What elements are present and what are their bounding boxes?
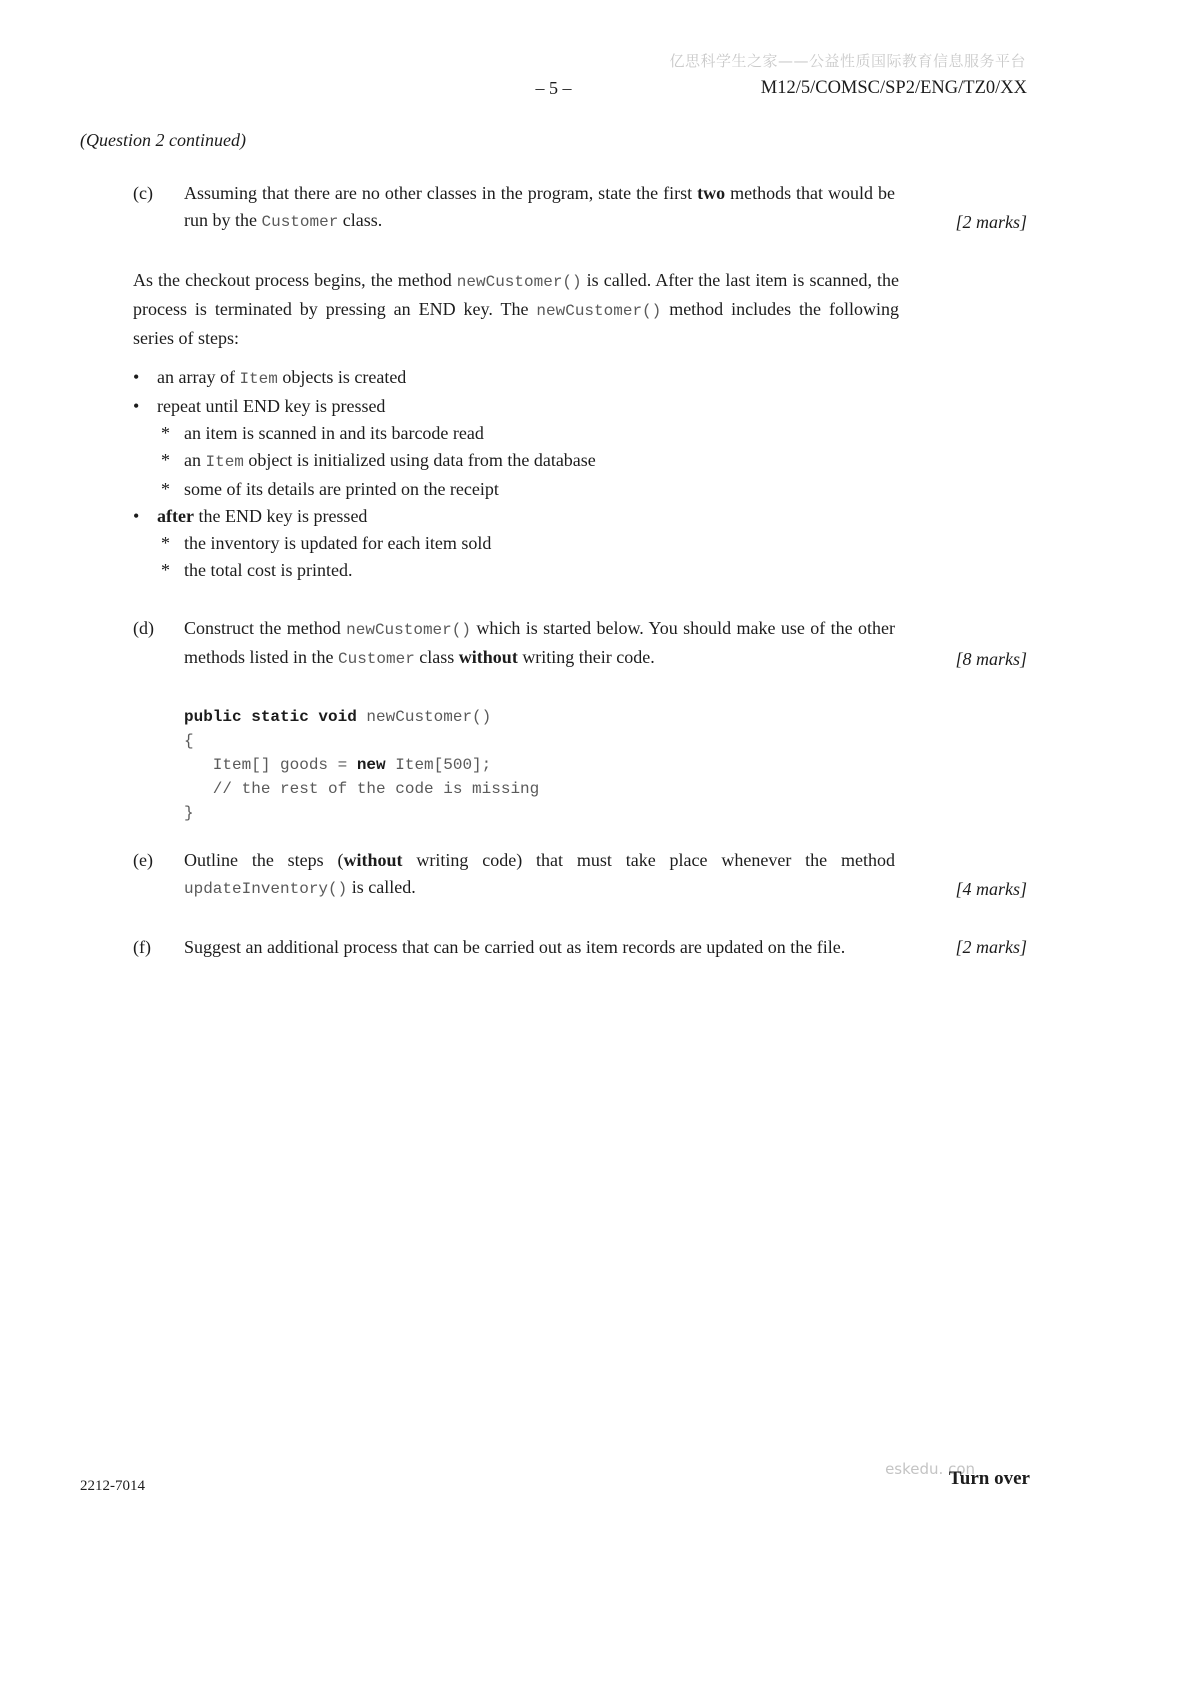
code-text: } (184, 804, 194, 822)
question-part-d (133, 615, 1027, 673)
text-run: repeat until END key is pressed (157, 396, 386, 416)
text-run-bold: two (697, 183, 726, 203)
text-run: Construct the method (184, 618, 347, 638)
part-e-label: (e) (133, 850, 153, 870)
inline-code: Item (239, 370, 278, 388)
inline-code: Customer (337, 650, 415, 668)
part-e-marks: [4 marks] (955, 879, 1027, 899)
question-continued-note: (Question 2 continued) (80, 130, 246, 150)
part-d-text (184, 615, 895, 673)
text-run: writing their code. (517, 647, 655, 667)
text-run: an (184, 450, 206, 470)
exam-code: M12/5/COMSC/SP2/ENG/TZ0/XX (760, 78, 1027, 98)
text-run: an array of (157, 367, 240, 387)
text-run: class. (338, 210, 383, 230)
part-d-label: (d) (133, 618, 154, 638)
code-keyword: public static void (184, 708, 357, 726)
sub-bullet-marker: * (161, 560, 170, 580)
inline-code: Item (205, 453, 244, 471)
code-text: // the rest of the code is missing (184, 780, 540, 798)
question-part-e (133, 847, 1027, 903)
list-item-text (184, 476, 899, 503)
text-run: objects is created (277, 367, 407, 387)
text-run: method includes the following series of steps: (133, 299, 899, 348)
inline-code: newCustomer() (536, 302, 662, 320)
part-d-marks: [8 marks] (955, 649, 1027, 669)
steps-list (133, 364, 899, 584)
inline-code: updateInventory() (184, 880, 348, 898)
part-e-text (184, 847, 895, 903)
code-text: newCustomer() (356, 708, 492, 726)
list-item-text (184, 420, 899, 447)
list-item-text (157, 503, 899, 530)
text-run: some of its details are printed on the receipt (184, 479, 499, 499)
list-item-sub (161, 420, 899, 447)
text-run: the END key is pressed (193, 506, 368, 526)
code-text: { (184, 732, 194, 750)
page-content (80, 180, 1027, 961)
code-text: Item[] goods = (184, 756, 357, 774)
list-item (133, 364, 899, 393)
question-part-c (133, 180, 1027, 236)
inline-code: newCustomer() (456, 273, 582, 291)
text-run: Assuming that there are no other classes in the program, state the first (184, 183, 698, 203)
text-run: the inventory is updated for each item sold (184, 533, 492, 553)
list-item (133, 393, 899, 420)
turn-over-label: Turn over (948, 1468, 1030, 1489)
page-header (80, 78, 1027, 104)
sub-bullet-marker: * (161, 479, 170, 499)
bullet-marker: • (133, 506, 140, 526)
part-c-text (184, 180, 895, 236)
text-run: Suggest an additional process that can be carried out as item records are updated on the file. (184, 937, 846, 957)
inline-code: Customer (261, 213, 339, 231)
list-item (133, 503, 899, 530)
text-run: which is started below. You should make use of the other methods listed in the (184, 618, 895, 667)
part-f-label: (f) (133, 937, 151, 957)
text-run-bold: after (157, 506, 194, 526)
part-f-text (184, 934, 895, 961)
text-run: writing code) that must take place whenever the method (402, 850, 895, 870)
list-item-text (184, 557, 899, 584)
list-item-sub (161, 476, 899, 503)
text-run-bold: without (458, 647, 518, 667)
list-item-text (184, 530, 899, 557)
header-watermark: 亿思科学生之家——公益性质国际教育信息服务平台 (669, 52, 1026, 70)
document-code: 2212-7014 (80, 1478, 145, 1494)
page-number: – 5 – (535, 78, 572, 98)
sub-bullet-marker: * (161, 423, 170, 443)
code-line (184, 729, 1027, 753)
code-keyword: new (356, 756, 386, 774)
list-item-sub (161, 447, 899, 476)
part-c-marks: [2 marks] (955, 212, 1027, 232)
sub-bullet-marker: * (161, 450, 170, 470)
intro-paragraph (133, 267, 899, 352)
text-run: the total cost is printed. (184, 560, 353, 580)
list-item-text (157, 393, 899, 420)
code-line (184, 801, 1027, 825)
list-item-text (157, 364, 899, 393)
text-run: methods that would be run by the (184, 183, 895, 230)
text-run: object is initialized using data from the database (243, 450, 596, 470)
text-run-bold: without (343, 850, 403, 870)
text-run: As the checkout process begins, the method (133, 270, 457, 290)
list-item-sub (161, 530, 899, 557)
inline-code: newCustomer() (346, 621, 471, 639)
code-line (184, 753, 1027, 777)
list-item-sub (161, 557, 899, 584)
text-run: class (414, 647, 459, 667)
code-block (184, 705, 1027, 825)
bullet-marker: • (133, 396, 140, 416)
text-run: is called. (347, 877, 416, 897)
part-c-label: (c) (133, 183, 153, 203)
list-item-text (184, 447, 899, 476)
text-run: an item is scanned in and its barcode read (184, 423, 484, 443)
question-part-f (133, 934, 1027, 961)
text-run: is called. After the last item is scanned, the process is terminated by pressing an END key. The (133, 270, 899, 319)
bullet-marker: • (133, 367, 140, 387)
text-run: Outline the steps ( (184, 850, 344, 870)
sub-bullet-marker: * (161, 533, 170, 553)
footer-watermark: eskedu. con (885, 1460, 975, 1478)
code-text: Item[500]; (385, 756, 492, 774)
part-f-marks: [2 marks] (955, 937, 1027, 957)
code-line (184, 705, 1027, 729)
code-comment-line (184, 777, 1027, 801)
